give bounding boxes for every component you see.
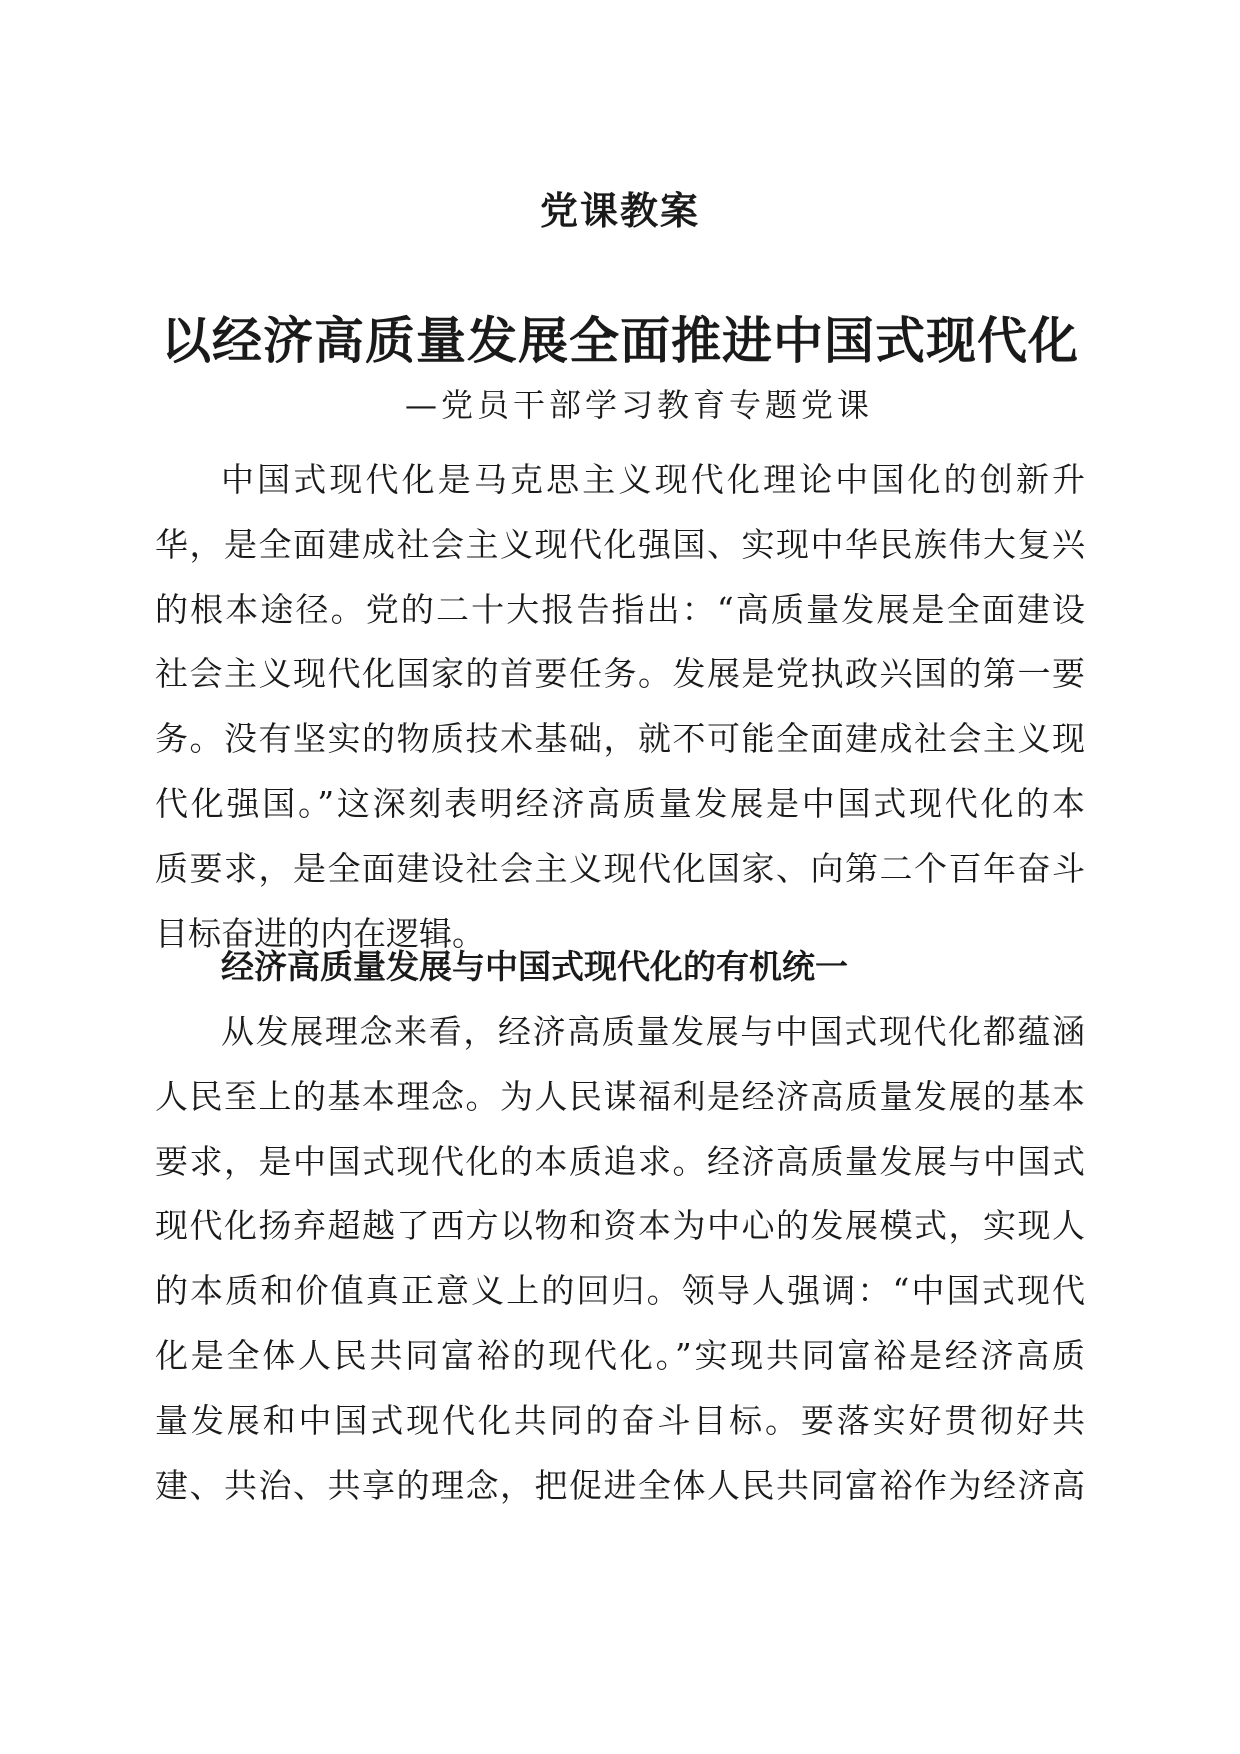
header-title: 党课教案 <box>539 188 700 233</box>
paragraph-line: 目标奋进的内在逻辑。 <box>155 913 485 953</box>
paragraph-line: 现代化扬弃超越了西方以物和资本为中心的发展模式，实现人 <box>155 1206 1085 1246</box>
subtitle: —党员干部学习教育专题党课 <box>405 386 874 424</box>
paragraph-line: 建、共治、共享的理念，把促进全体人民共同富裕作为经济高 <box>155 1465 1085 1505</box>
paragraph-line: 的本质和价值真正意义上的回归。领导人强调：“中国式现代 <box>155 1271 1085 1311</box>
section-heading: 经济高质量发展与中国式现代化的有机统一 <box>221 947 848 986</box>
paragraph-intro <box>155 448 1085 966</box>
paragraph-line: 务。没有坚实的物质技术基础，就不可能全面建成社会主义现 <box>155 719 1085 759</box>
paragraph-development-concept <box>155 1000 1085 1518</box>
paragraph-line: 代化强国。”这深刻表明经济高质量发展是中国式现代化的本 <box>155 783 1085 823</box>
paragraph-line: 要求，是中国式现代化的本质追求。经济高质量发展与中国式 <box>155 1141 1085 1181</box>
paragraph-line: 中国式现代化是马克思主义现代化理论中国化的创新升 <box>221 460 1085 499</box>
paragraph-line: 社会主义现代化国家的首要任务。发展是党执政兴国的第一要 <box>155 654 1085 694</box>
paragraph-line: 质要求，是全面建设社会主义现代化国家、向第二个百年奋斗 <box>155 848 1085 888</box>
paragraph-line: 从发展理念来看，经济高质量发展与中国式现代化都蕴涵 <box>221 1012 1085 1051</box>
paragraph-line: 的根本途径。党的二十大报告指出：“高质量发展是全面建设 <box>155 589 1085 629</box>
paragraph-line: 化是全体人民共同富裕的现代化。”实现共同富裕是经济高质 <box>155 1335 1085 1375</box>
main-title: 以经济高质量发展全面推进中国式现代化 <box>161 311 1079 370</box>
paragraph-line: 量发展和中国式现代化共同的奋斗目标。要落实好贯彻好共 <box>155 1400 1085 1440</box>
paragraph-line: 人民至上的基本理念。为人民谋福利是经济高质量发展的基本 <box>155 1076 1085 1116</box>
paragraph-line: 华，是全面建成社会主义现代化强国、实现中华民族伟大复兴 <box>155 524 1085 564</box>
